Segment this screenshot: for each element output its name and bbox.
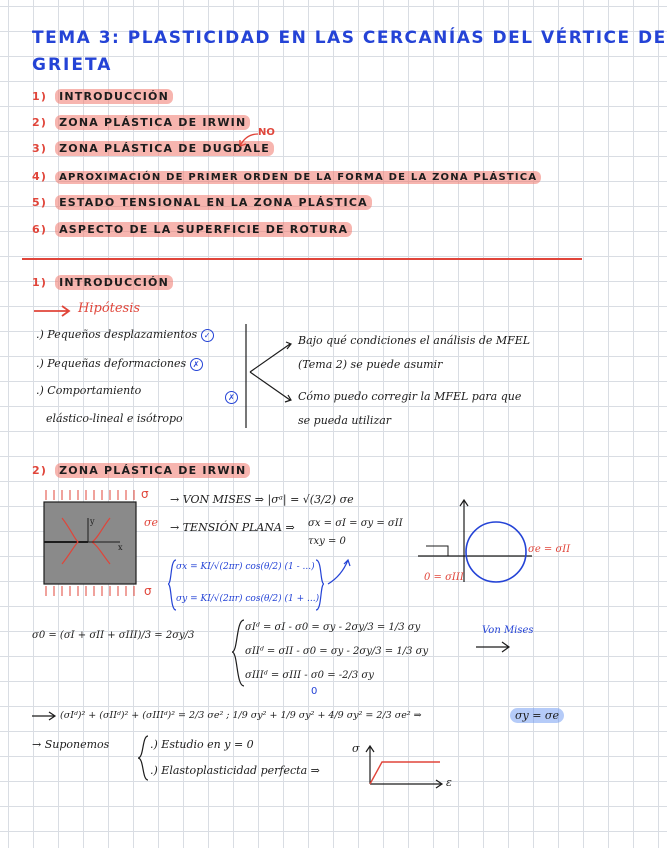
zero-mark: 0 xyxy=(311,686,318,697)
check-icon: ✓ xyxy=(201,329,214,342)
toc-num: 2) xyxy=(32,116,48,129)
toc-num: 4) xyxy=(32,170,48,183)
deviatoric-3: σIIIᵈ = σIII - σ0 = -2/3 σy xyxy=(245,670,374,681)
von-mises-arrow xyxy=(474,640,514,654)
hypothesis-4 xyxy=(46,412,183,425)
toc-item-6 xyxy=(32,223,352,236)
hypothesis-arrow xyxy=(32,304,72,318)
hypothesis-1 xyxy=(36,328,214,342)
svg-text:y: y xyxy=(90,517,95,526)
consequence-3: Cómo puedo corregir la MFEL para que xyxy=(298,390,522,403)
deviatoric-bracket xyxy=(232,618,246,688)
section-num: 2) xyxy=(32,464,48,477)
toc-note-no: NO xyxy=(258,127,275,138)
consequence-1: Bajo qué condiciones el análisis de MFEL xyxy=(298,334,531,347)
suponemos-2: .) Elastoplasticidad perfecta ⇒ xyxy=(150,764,320,777)
section1-heading xyxy=(32,276,173,289)
toc-item-4 xyxy=(32,170,541,183)
section-label: INTRODUCCIÓN xyxy=(55,275,173,290)
hypothesis-2 xyxy=(36,357,203,371)
toc-item-1 xyxy=(32,90,173,103)
toc-num: 3) xyxy=(32,142,48,155)
sigma-arrow-label-bottom: σ xyxy=(144,584,152,598)
deviatoric-1: σIᵈ = σI - σ0 = σy - 2σy/3 = 1/3 σy xyxy=(245,622,421,633)
consequence-2: (Tema 2) se puede asumir xyxy=(298,358,443,371)
sigma-arrow-label-top: σ xyxy=(141,487,149,501)
von-mises-note: Von Mises xyxy=(482,625,534,636)
toc-item-2 xyxy=(32,116,250,129)
hypotheses-bracket xyxy=(242,322,302,432)
tension-plana-eq1: σx = σI = σy = σII xyxy=(308,518,403,529)
mohr-label-right: σe = σII xyxy=(528,544,571,555)
von-mises-line: → VON MISES ⇒ |σᵃ| = √(3/2) σe xyxy=(170,493,354,506)
stress-strain-graph xyxy=(364,742,454,788)
sigma0-equation: σ0 = (σI + σII + σIII)/3 = 2σy/3 xyxy=(32,630,195,641)
tension-plana-line: → TENSIÓN PLANA ⇒ xyxy=(170,521,295,534)
suponemos-label: → Suponemos xyxy=(32,738,110,751)
hypothesis-text: .) Pequeñas deformaciones xyxy=(36,357,187,370)
sigma-e-label: σe xyxy=(144,516,159,529)
sigma-x-field: σx = KI/√(2πr) cos(θ/2) (1 - ...) xyxy=(176,562,315,572)
toc-label: INTRODUCCIÓN xyxy=(55,89,173,104)
toc-num: 5) xyxy=(32,196,48,209)
hypotheses-title: Hipótesis xyxy=(78,301,141,316)
crack-specimen-diagram xyxy=(40,488,160,600)
svg-text:x: x xyxy=(118,543,123,552)
combined-equation: (σIᵈ)² + (σIIᵈ)² + (σIIIᵈ)² = 2/3 σe² ; 1/9 σy² + 1/9 σy² + 4/9 σy² = 2/3 σe² ⇒ xyxy=(60,710,422,721)
toc-label: ZONA PLÁSTICA DE IRWIN xyxy=(55,115,250,130)
toc-num: 1) xyxy=(32,90,48,103)
cross-icon: ✗ xyxy=(190,358,203,371)
section-label: ZONA PLÁSTICA DE IRWIN xyxy=(55,463,250,478)
hypothesis-3: .) Comportamiento xyxy=(36,384,142,397)
hypothesis-text: .) Pequeños desplazamientos xyxy=(36,328,198,341)
toc-label: ZONA PLÁSTICA DE DUGDALE xyxy=(55,141,274,156)
toc-item-5 xyxy=(32,196,372,209)
mohr-label-bottom: 0 = σIII xyxy=(424,572,464,583)
deviatoric-2: σIIᵈ = σII - σ0 = σy - 2σy/3 = 1/3 σy xyxy=(245,646,429,657)
suponemos-1: .) Estudio en y = 0 xyxy=(150,738,254,751)
toc-label: APROXIMACIÓN DE PRIMER ORDEN DE LA FORMA DE LA ZONA PLÁSTICA xyxy=(55,171,541,184)
toc-label: ESTADO TENSIONAL EN LA ZONA PLÁSTICA xyxy=(55,195,372,210)
section-num: 1) xyxy=(32,276,48,289)
graph-x-label: ε xyxy=(446,776,452,789)
toc-note-arrow xyxy=(236,130,260,150)
cross-icon: ✗ xyxy=(225,391,238,404)
hypothesis-text: elástico-lineal e isótropo xyxy=(46,412,183,425)
sigma-y-field: σy = KI/√(2πr) cos(θ/2) (1 + ...) xyxy=(176,594,320,604)
result-badge: σy = σe xyxy=(510,708,564,723)
section-divider xyxy=(22,258,582,260)
toc-num: 6) xyxy=(32,223,48,236)
page-title: TEMA 3: PLASTICIDAD EN LAS CERCANÍAS DEL VÉRTICE DE xyxy=(32,28,667,48)
graph-y-label: σ xyxy=(352,742,360,755)
page-title-line2: GRIETA xyxy=(32,55,113,75)
section2-heading xyxy=(32,464,250,477)
stress-field-bracket xyxy=(168,556,358,616)
suponemos-bracket xyxy=(138,734,150,784)
toc-label: ASPECTO DE LA SUPERFICIE DE ROTURA xyxy=(55,222,352,237)
tension-plana-eq2: τxy = 0 xyxy=(308,536,346,547)
combined-arrow xyxy=(30,710,58,722)
consequence-4: se pueda utilizar xyxy=(298,414,392,427)
